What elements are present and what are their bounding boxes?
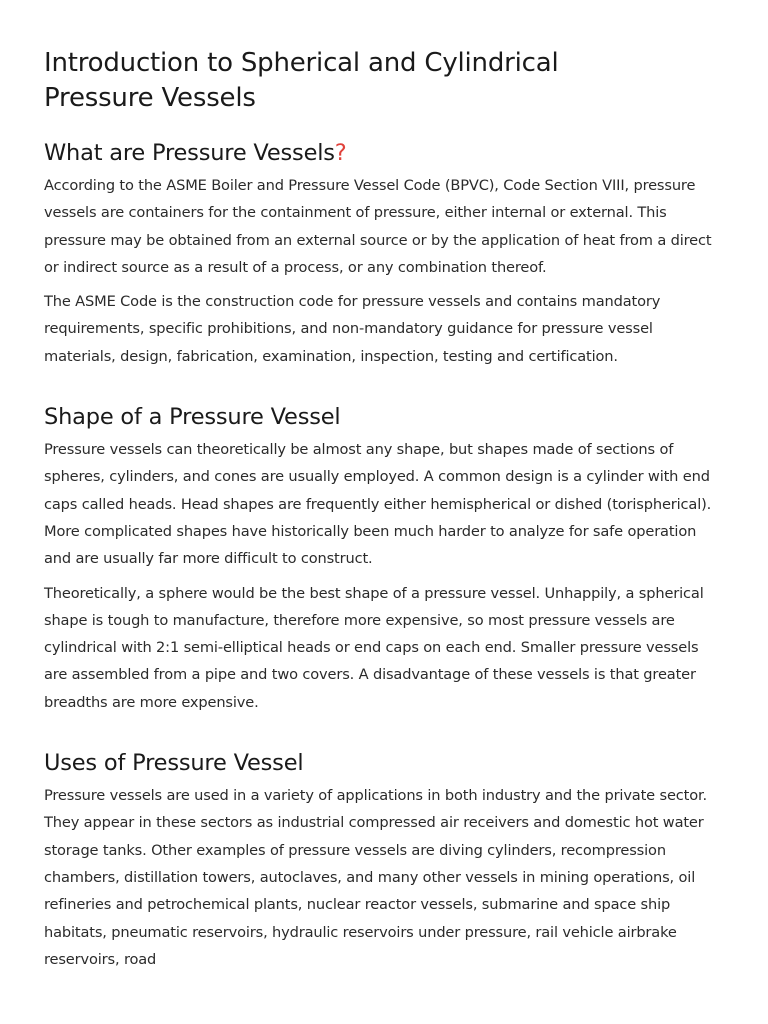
paragraph: According to the ASME Boiler and Pressure Vessel Code (BPVC), Code Section VIII, pressure vessels are containers for the containment of pressure, either internal or external. This pressure may be obtained from an external source or by the application of heat from a direct or indirect source as a result of a process, or any combination thereof. xyxy=(44,177,712,276)
paragraph: The ASME Code is the construction code for pressure vessels and contains mandatory requirements, specific prohibitions, and non-mandatory guidance for pressure vessel materials, design, fabrication, examination, inspection, testing and certification. xyxy=(44,293,661,365)
paragraph: Pressure vessels can theoretically be almost any shape, but shapes made of sections of spheres, cylinders, and cones are usually employed. A common design is a cylinder with end caps called heads. Head shapes are frequently either hemispherical or dished (torispherical). More complicated shapes have historically been much harder to analyze for safe operation and are usually far more difficult to construct. xyxy=(44,441,712,568)
paragraph: Theoretically, a sphere would be the best shape of a pressure vessel. Unhappily, a spherical shape is tough to manufacture, therefore more expensive, so most pressure vessels are cylindrical with 2:1 semi-elliptical heads or end caps on each end. Smaller pressure vessels are assembled from a pipe and two covers. A disadvantage of these vessels is that greater breadths are more expensive. xyxy=(44,584,704,711)
heading-question-mark: ? xyxy=(334,140,347,166)
page-title: Introduction to Spherical and Cylindrical Pressure Vessels xyxy=(44,48,559,113)
section-shape-of-pressure-vessel xyxy=(44,402,724,716)
section-heading-text: What are Pressure Vessels xyxy=(44,140,335,166)
paragraph: Pressure vessels are used in a variety of applications in both industry and the private sector. They appear in these sectors as industrial compressed air receivers and domestic hot water storage tanks. Other examples of pressure vessels are diving cylinders, recompression chambers, distillation towers, autoclaves, and many other vessels in mining operations, oil refineries and petrochemical plants, nuclear reactor vessels, submarine and space ship habitats, pneumatic reservoirs, hydraulic reservoirs under pressure, rail vehicle airbrake reservoirs, road xyxy=(44,787,707,968)
section-what-are-pressure-vessels xyxy=(44,138,724,370)
section-uses-of-pressure-vessel xyxy=(44,748,724,973)
section-heading: Uses of Pressure Vessel xyxy=(44,750,304,777)
section-heading xyxy=(44,138,724,168)
section-heading: Shape of a Pressure Vessel xyxy=(44,404,341,431)
